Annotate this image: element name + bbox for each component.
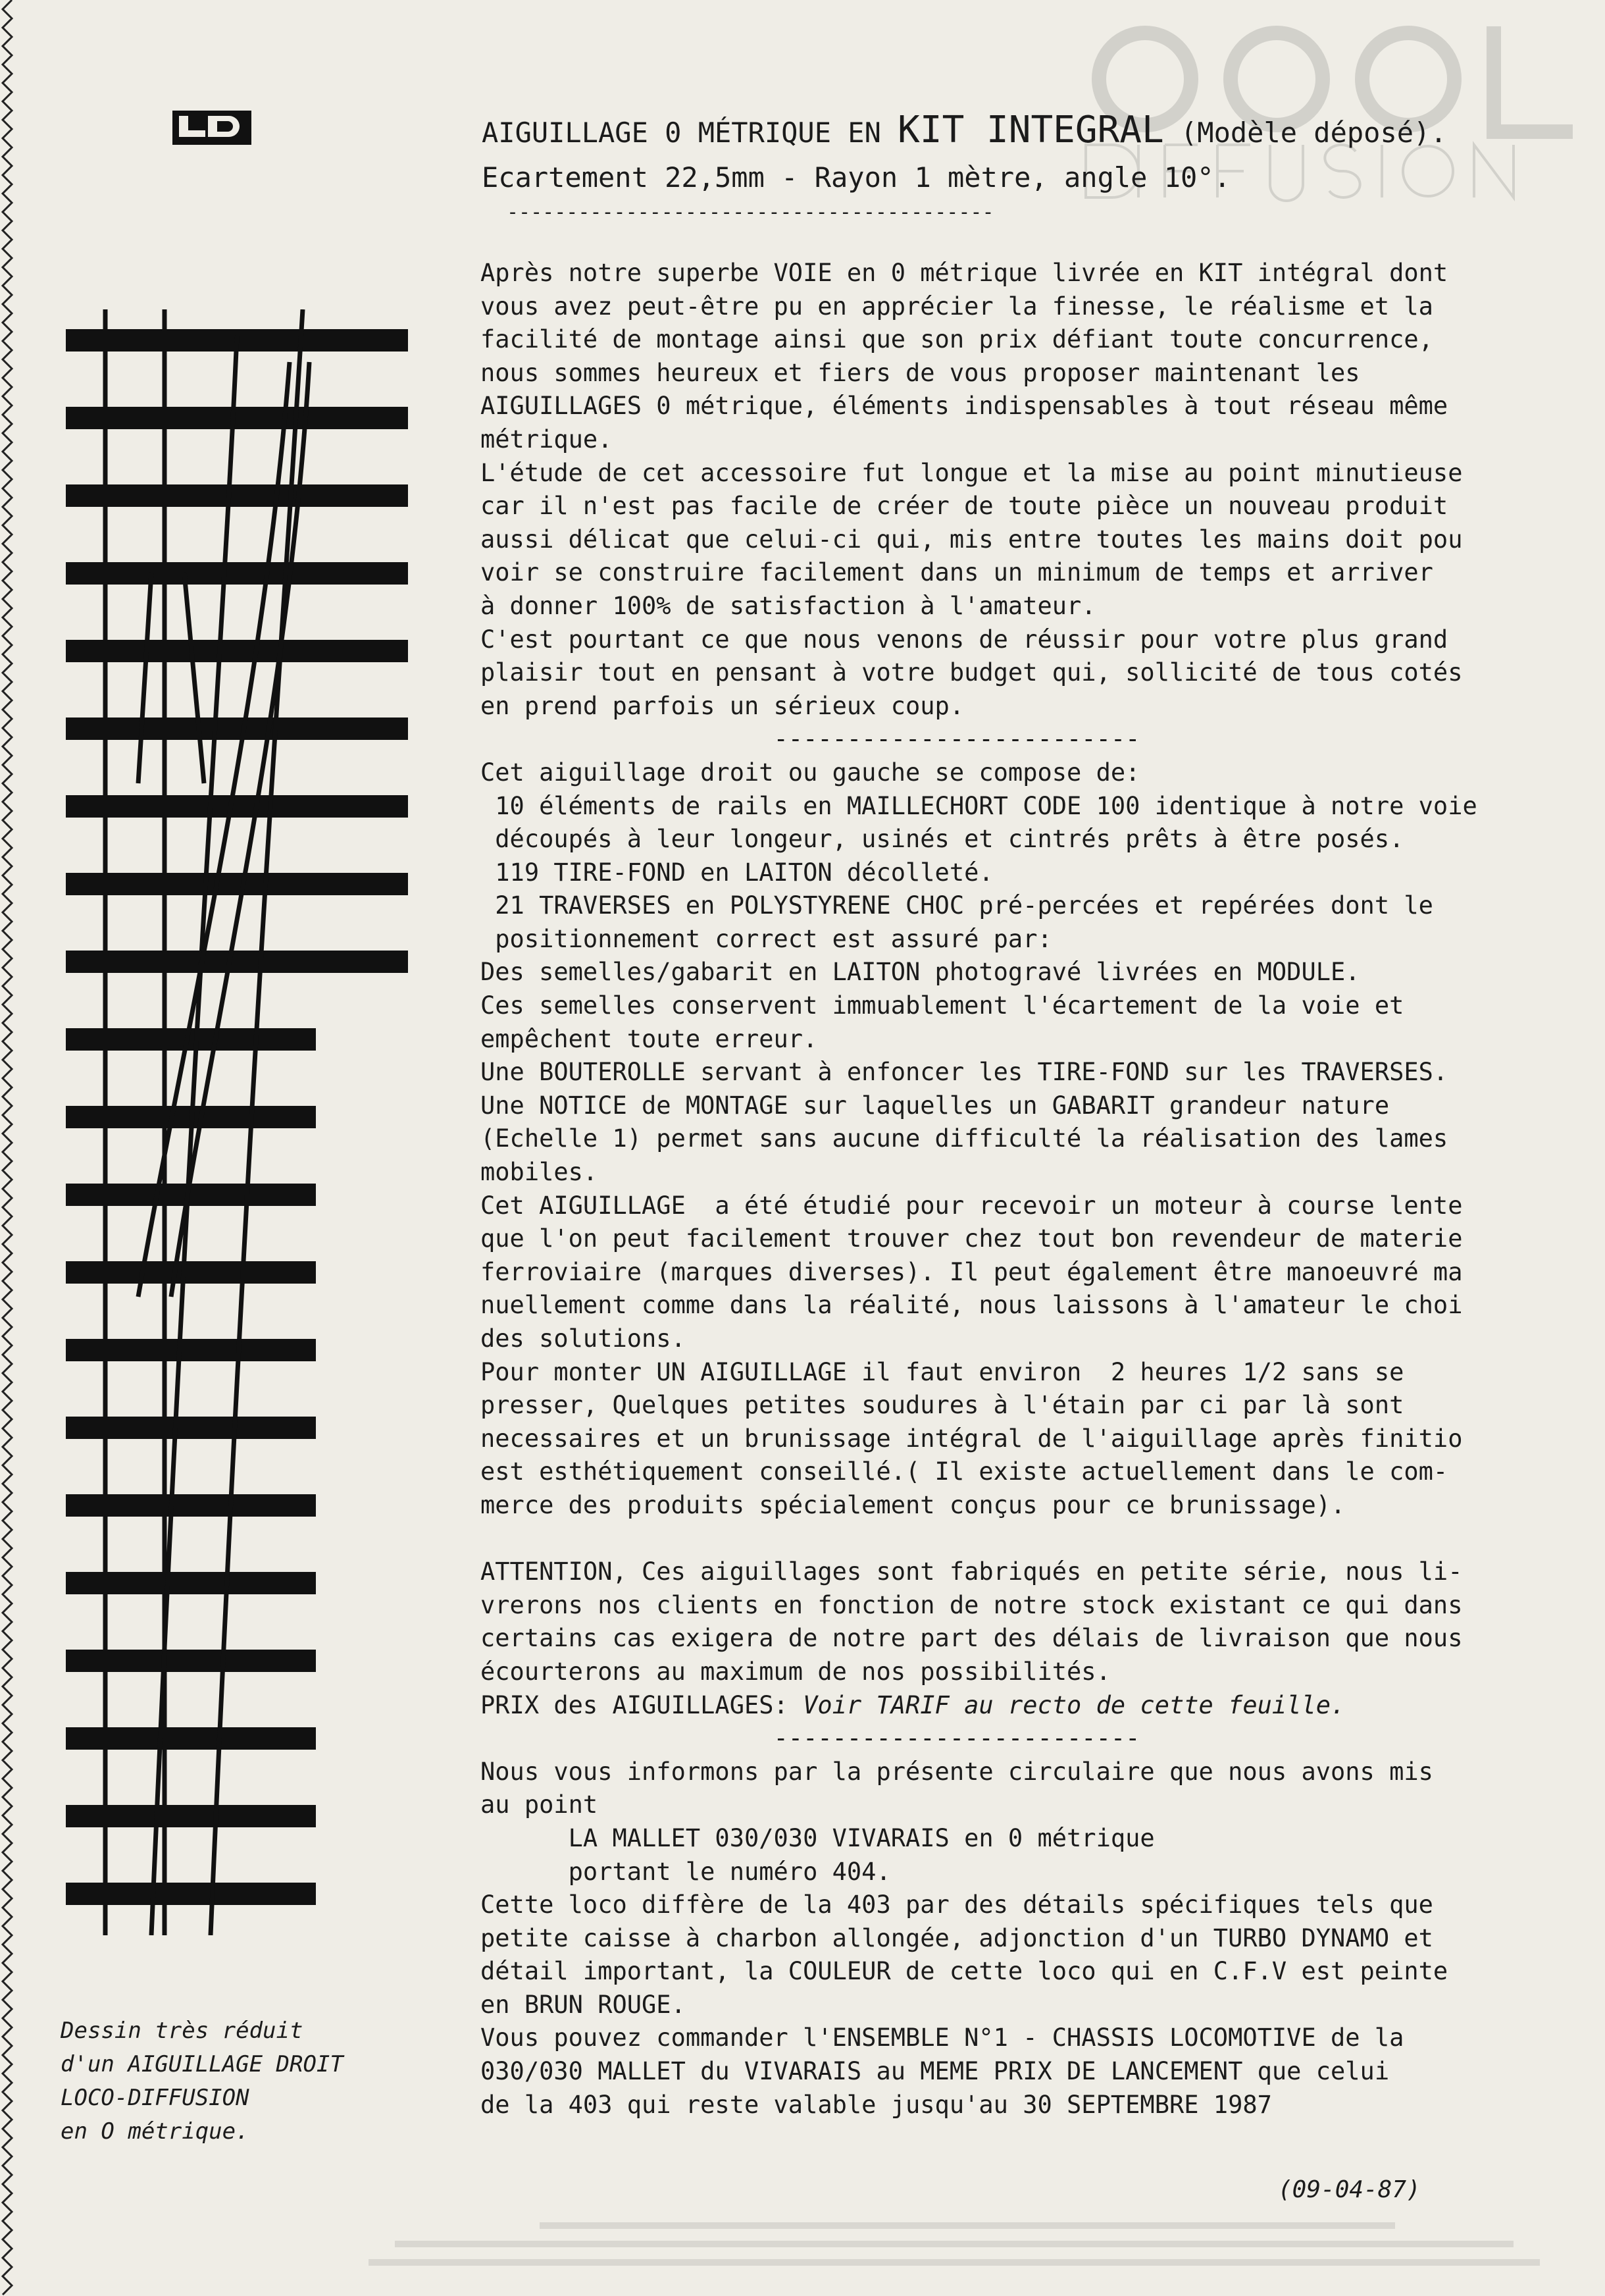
- body-line: Ces semelles conservent immuablement l'écartement de la voie et: [480, 991, 1404, 1020]
- body-line: nuellement comme dans la réalité, nous laissons à l'amateur le choi: [480, 1291, 1463, 1320]
- ld-logo: [172, 111, 251, 145]
- body-line: détail important, la COULEUR de cette loco qui en C.F.V est peinte: [480, 1957, 1448, 1986]
- body-line: des solutions.: [480, 1324, 686, 1353]
- body-line: presser, Quelques petites soudures à l'étain par ci par là sont: [480, 1391, 1404, 1420]
- body-line: Nous vous informons par la présente circulaire que nous avons mis: [480, 1757, 1433, 1786]
- caption-line: LOCO-DIFFUSION: [61, 2085, 249, 2111]
- body-line: 21 TRAVERSES en POLYSTYRENE CHOC pré-percées et repérées dont le: [480, 891, 1433, 920]
- body-line: 030/030 MALLET du VIVARAIS au MEME PRIX DE LANCEMENT que celui: [480, 2057, 1390, 2086]
- body-line: PRIX des AIGUILLAGES: Voir TARIF au recto de cette feuille.: [480, 1690, 1346, 1719]
- title-underline: -----------------------------------------: [507, 201, 994, 224]
- body-line: Après notre superbe VOIE en 0 métrique livrée en KIT intégral dont: [480, 259, 1448, 287]
- body-line: à donner 100% de satisfaction à l'amateur.: [480, 591, 1096, 620]
- body-line: ATTENTION, Ces aiguillages sont fabriqués en petite série, nous li-: [480, 1557, 1463, 1586]
- body-line: AIGUILLAGES 0 métrique, éléments indispensables à tout réseau même: [480, 392, 1448, 421]
- body-line: petite caisse à charbon allongée, adjonction d'un TURBO DYNAMO et: [480, 1923, 1433, 1952]
- body-line: de la 403 qui reste valable jusqu'au 30 SEPTEMBRE 1987: [480, 2090, 1272, 2119]
- body-line: Cet AIGUILLAGE a été étudié pour recevoir un moteur à course lente: [480, 1191, 1463, 1220]
- body-line: -------------------------: [480, 1724, 1140, 1753]
- body-line: merce des produits spécialement conçus pour ce brunissage).: [480, 1490, 1346, 1519]
- body-line: ferroviaire (marques diverses). Il peut également être manoeuvré ma: [480, 1257, 1463, 1286]
- body-line: au point: [480, 1790, 598, 1819]
- body-line: portant le numéro 404.: [480, 1857, 891, 1886]
- caption-line: Dessin très réduit: [61, 2018, 303, 2044]
- body-line: Pour monter UN AIGUILLAGE il faut environ 2 heures 1/2 sans se: [480, 1357, 1404, 1386]
- body-line: Une NOTICE de MONTAGE sur laquelles un GABARIT grandeur nature: [480, 1091, 1390, 1120]
- document-date: (09-04-87): [1278, 2176, 1421, 2203]
- track-tie: [66, 795, 408, 818]
- body-line: [480, 1523, 1605, 1556]
- track-tie: [66, 873, 408, 895]
- body-line: empêchent toute erreur.: [480, 1024, 818, 1053]
- body-line: écourterons au maximum de nos possibilités.: [480, 1657, 1111, 1686]
- caption-line: d'un AIGUILLAGE DROIT: [61, 2051, 344, 2077]
- body-line: voir se construire facilement dans un minimum de temps et arriver: [480, 558, 1433, 587]
- track-tie: [66, 640, 408, 662]
- turnout-drawing: [39, 309, 434, 1935]
- body-line: positionnement correct est assuré par:: [480, 924, 1052, 953]
- caption-line: en O métrique.: [61, 2118, 249, 2145]
- body-line: en BRUN ROUGE.: [480, 1990, 686, 2019]
- track-tie: [66, 484, 408, 507]
- perforated-edge: [0, 0, 26, 2296]
- body-line: plaisir tout en pensant à votre budget qui, sollicité de tous cotés: [480, 658, 1463, 687]
- body-line: vous avez peut-être pu en apprécier la finesse, le réalisme et la: [480, 292, 1433, 321]
- body-line: que l'on peut facilement trouver chez tout bon revendeur de materie: [480, 1224, 1463, 1253]
- body-line: Cet aiguillage droit ou gauche se compose de:: [480, 758, 1140, 787]
- body-line: (Echelle 1) permet sans aucune difficulté la réalisation des lames: [480, 1124, 1448, 1153]
- body-line: est esthétiquement conseillé.( Il existe actuellement dans le com-: [480, 1457, 1448, 1486]
- body-line: Une BOUTEROLLE servant à enfoncer les TIRE-FOND sur les TRAVERSES.: [480, 1058, 1448, 1087]
- article-body: [480, 257, 1605, 2122]
- bleed-through-text: [369, 2218, 1553, 2284]
- body-line: mobiles.: [480, 1158, 598, 1187]
- body-line: LA MALLET 030/030 VIVARAIS en 0 métrique: [480, 1823, 1155, 1852]
- body-line: C'est pourtant ce que nous venons de réussir pour votre plus grand: [480, 625, 1448, 654]
- body-line: necessaires et un brunissage intégral de l'aiguillage après finitio: [480, 1424, 1463, 1453]
- body-line: vrerons nos clients en fonction de notre stock existant ce qui dans: [480, 1590, 1463, 1619]
- body-line: Cette loco diffère de la 403 par des détails spécifiques tels que: [480, 1891, 1433, 1919]
- body-line: L'étude de cet accessoire fut longue et la mise au point minutieuse: [480, 458, 1463, 487]
- body-line: métrique.: [480, 425, 613, 454]
- body-line: -------------------------: [480, 725, 1140, 754]
- document-title: AIGUILLAGE 0 MÉTRIQUE EN KIT INTEGRAL (Modèle déposé).: [482, 109, 1447, 151]
- track-tie: [66, 562, 408, 585]
- body-line: 119 TIRE-FOND en LAITON décolleté.: [480, 858, 994, 887]
- body-line: facilité de montage ainsi que son prix défiant toute concurrence,: [480, 325, 1433, 354]
- rail-line: [184, 573, 204, 783]
- drawing-caption: [61, 2014, 429, 2149]
- body-line: car il n'est pas facile de créer de toute pièce un nouveau produit: [480, 492, 1448, 521]
- body-line: en prend parfois un sérieux coup.: [480, 691, 965, 720]
- body-line: 10 éléments de rails en MAILLECHORT CODE 100 identique à notre voie: [480, 791, 1477, 820]
- body-line: découpés à leur longeur, usinés et cintrés prêts à être posés.: [480, 825, 1404, 854]
- body-line: Vous pouvez commander l'ENSEMBLE N°1 - CHASSIS LOCOMOTIVE de la: [480, 2023, 1404, 2052]
- price-note: Voir TARIF au recto de cette feuille.: [803, 1690, 1346, 1719]
- body-line: nous sommes heureux et fiers de vous proposer maintenant les: [480, 358, 1360, 387]
- track-tie: [66, 718, 408, 740]
- track-tie: [66, 407, 408, 429]
- body-line: certains cas exigera de notre part des délais de livraison que nous: [480, 1624, 1463, 1653]
- rail-line: [138, 573, 151, 783]
- document-subtitle: Ecartement 22,5mm - Rayon 1 mètre, angle 10°.: [482, 161, 1231, 194]
- body-line: aussi délicat que celui-ci qui, mis entre toutes les mains doit pou: [480, 525, 1463, 554]
- body-line: Des semelles/gabarit en LAITON photogravé livrées en MODULE.: [480, 958, 1360, 987]
